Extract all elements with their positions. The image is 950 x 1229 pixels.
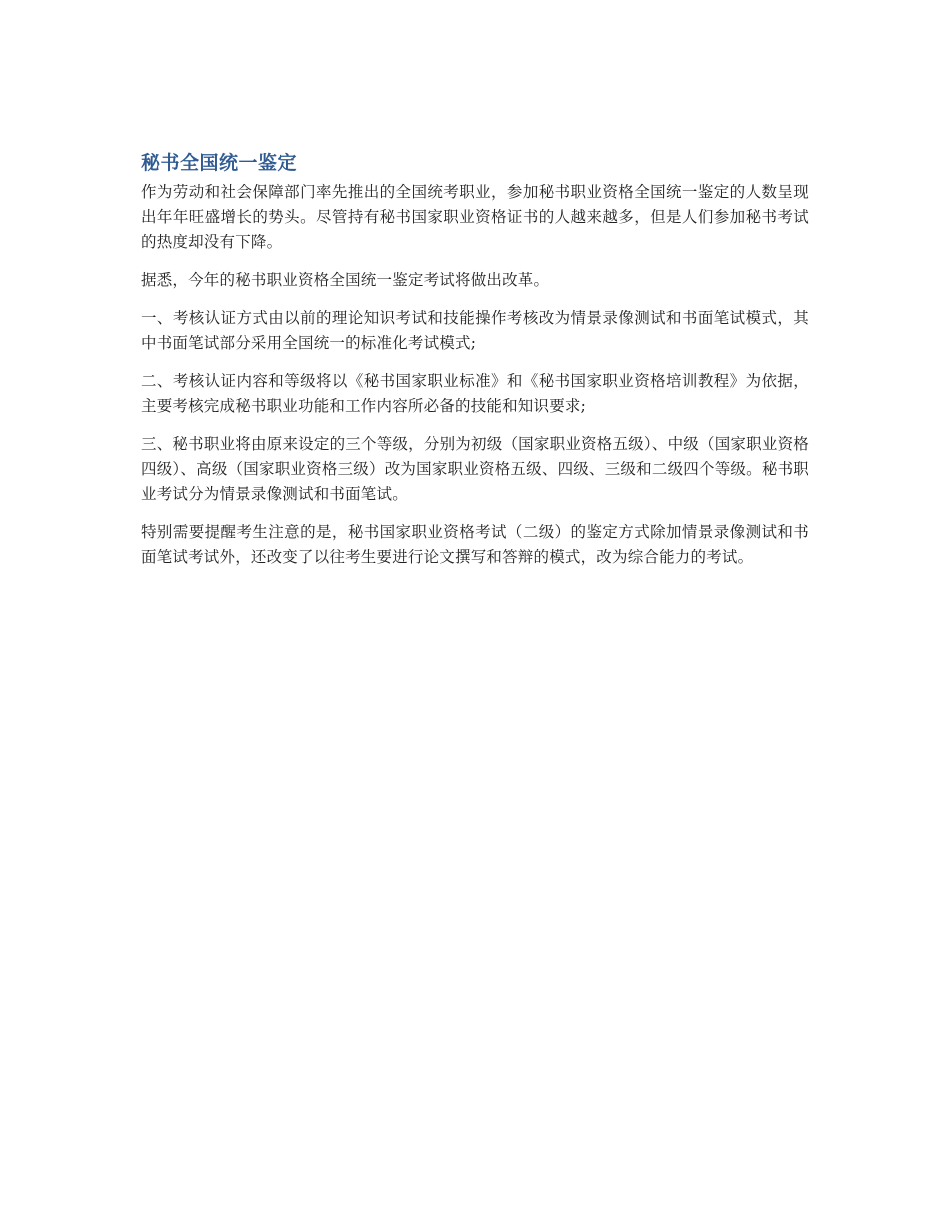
paragraph-special-note: 特别需要提醒考生注意的是，秘书国家职业资格考试（二级）的鉴定方式除加情景录像测试和书面笔试考试外，还改变了以往考生要进行论文撰写和答辩的模式，改为综合能力的考试。 (141, 523, 809, 566)
paragraph-reform-notice: 据悉，今年的秘书职业资格全国统一鉴定考试将做出改革。 (141, 271, 550, 289)
paragraph-intro: 作为劳动和社会保障部门率先推出的全国统考职业，参加秘书职业资格全国统一鉴定的人数呈现出年年旺盛增长的势头。尽管持有秘书国家职业资格证书的人越来越多，但是人们参加秘书考试的热度却没有下降。 (141, 183, 809, 251)
paragraph-reform-point-2: 二、考核认证内容和等级将以《秘书国家职业标准》和《秘书国家职业资格培训教程》为依据，主要考核完成秘书职业功能和工作内容所必备的技能和知识要求; (141, 372, 809, 415)
paragraph-reform-point-1: 一、考核认证方式由以前的理论知识考试和技能操作考核改为情景录像测试和书面笔试模式，其中书面笔试部分采用全国统一的标准化考试模式; (141, 309, 809, 352)
paragraph-reform-point-3: 三、秘书职业将由原来设定的三个等级，分别为初级（国家职业资格五级）、中级（国家职业资格四级）、高级（国家职业资格三级）改为国家职业资格五级、四级、三级和二级四个等级。秘书职业考试分为情景录像测试和书面笔试。 (141, 435, 809, 503)
document-title: 秘书全国统一鉴定 (141, 152, 298, 174)
document-body (141, 150, 809, 583)
